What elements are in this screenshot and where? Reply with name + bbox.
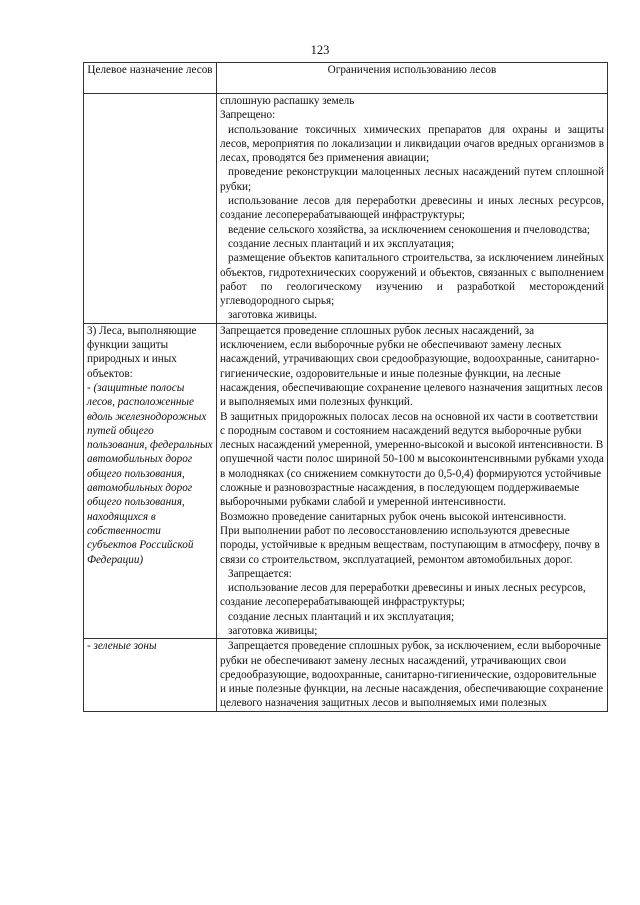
restriction-text: использование лесов для переработки древесины и иных лесных ресурсов, создание лесоперерабатывающей инфраструктуры; xyxy=(220,195,604,222)
row3-restrictions-cell xyxy=(217,639,608,711)
restriction-text: Возможно проведение санитарных рубок очень высокой интенсивности. xyxy=(220,510,567,523)
restriction-text: размещение объектов капитального строительства, за исключением линейных объектов, гидротехнических сооружений и объектов, связанных с выполнением работ по геологическому изучению и разработкой месторождений углеводородного сырья; xyxy=(220,252,604,308)
table-header-row xyxy=(84,63,608,94)
row1-restrictions-cell xyxy=(217,94,608,324)
restriction-text: сплошную распашку земель xyxy=(220,95,355,107)
restriction-text: В защитных придорожных полосах лесов на основной их части в соответствии с породным составом и состоянием насаждений ведутся выборочные рубки лесных насаждений умеренной, умеренно-высокой и высокой интенсивности. В опушечной части полос шириной 50-100 м высокоинтенсивными рубками ухода в молодняках (со снижением сомкнутости до 0,5-0,4) формируются устойчивые сложные и разновозрастные насаждения, в последующем поддерживаемые выборочными рубками слабой и умеренной интенсивности. xyxy=(220,410,604,509)
restriction-text: ведение сельского хозяйства, за исключением сенокошения и пчеловодства; xyxy=(228,223,591,236)
restriction-text: проведение реконструкции малоценных лесных насаждений путем сплошной рубки; xyxy=(220,166,604,193)
header-purpose: Целевое назначение лесов xyxy=(84,63,217,94)
restriction-text: Запрещается проведение сплошных рубок лесных насаждений, за исключением, если выборочные рубки не обеспечивают замену лесных насаждений, утрачивающих свои средообразующие, водоохранные, санитарно-гигиенические, оздоровительные и иные полезные функции, на лесные насаждения, обеспечивающие сохранение целевого назначения защитных лесов и выполняемых ими полезных функций. xyxy=(220,324,603,409)
restriction-text: создание лесных плантаций и их эксплуатация; xyxy=(228,237,455,250)
table-row xyxy=(84,639,608,711)
restriction-text: При выполнении работ по лесовосстановлению используются древесные породы, устойчивые к вредным веществам, поступающим в атмосферу, почву в связи со строительством, эксплуатацией, ремонтом автомобильных дорог. xyxy=(220,524,600,566)
restriction-text: Запрещено: xyxy=(220,109,276,122)
table-row xyxy=(84,323,608,639)
page-number: 123 xyxy=(310,43,330,57)
purpose-subtitle: - зеленые зоны xyxy=(87,640,157,653)
row3-purpose-cell xyxy=(84,639,217,711)
row2-purpose-cell xyxy=(84,323,217,639)
row1-purpose-cell xyxy=(84,94,217,324)
restriction-text: Запрещается: xyxy=(228,567,292,580)
restriction-text: Запрещается проведение сплошных рубок, за исключением, если выборочные рубки не обеспечивают замену лесных насаждений, утрачивающих свои средообразующие, водоохранные, санитарно-гигиенические, оздоровительные и иные полезные функции, на лесные насаждения, обеспечивающие сохранение целевого назначения защитных лесов и выполняемых ими полезных xyxy=(220,640,604,710)
restriction-text: использование токсичных химических препаратов для охраны и защиты лесов, мероприятия по локализации и ликвидации очагов вредных организмов в лесах, проводятся без применения авиации; xyxy=(220,123,604,165)
row2-restrictions-cell xyxy=(217,323,608,639)
table-row xyxy=(84,94,608,324)
restriction-text: использование лесов для переработки древесины и иных лесных ресурсов, создание лесоперерабатывающей инфраструктуры; xyxy=(220,582,586,609)
restriction-text: создание лесных плантаций и их эксплуатация; xyxy=(228,610,455,623)
purpose-title: 3) Леса, выполняющие функции защиты природных и иных объектов: xyxy=(87,324,197,380)
purpose-subtitle: - (защитные полосы лесов, расположенные вдоль железнодорожных путей общего пользования, федеральных автомобильных дорог общего пользования, автомобильных дорог общего пользования, находящихся в собственности субъектов Российской Федерации) xyxy=(87,381,213,566)
restriction-text: заготовка живицы; xyxy=(228,624,318,637)
header-restrictions: Ограничения использованию лесов xyxy=(217,63,608,94)
forest-restrictions-table xyxy=(83,62,608,712)
restriction-text: заготовка живицы. xyxy=(228,309,318,322)
